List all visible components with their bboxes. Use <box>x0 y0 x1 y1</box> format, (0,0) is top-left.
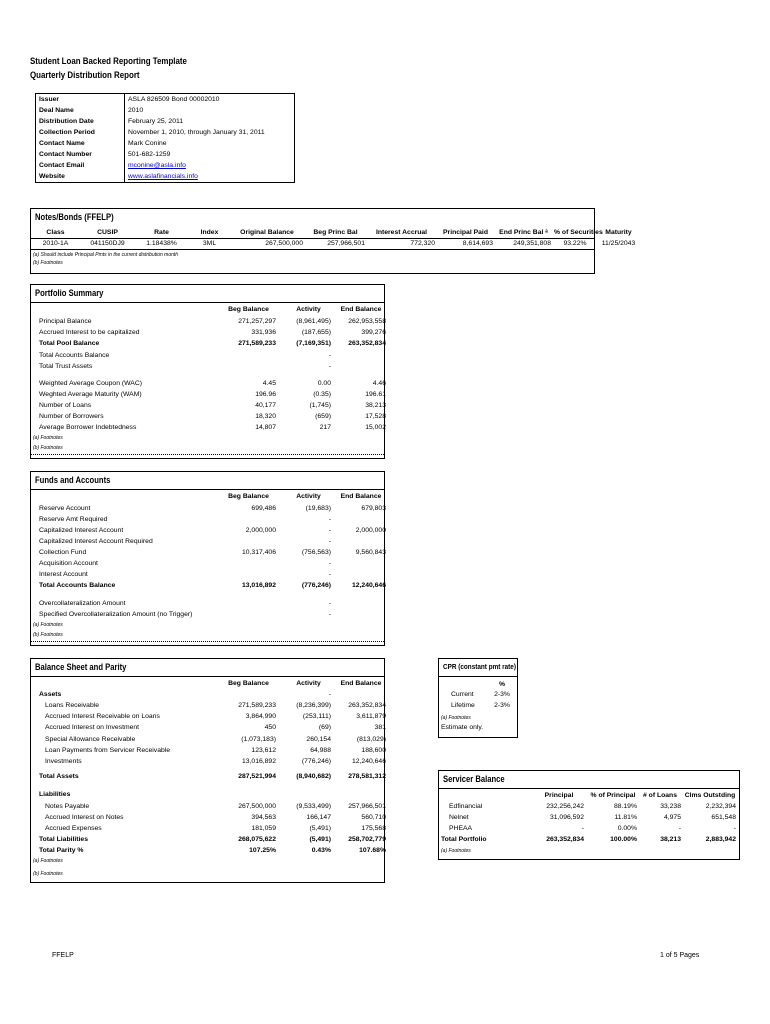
portfolio-cell: - <box>328 352 331 359</box>
funds-row-label: Capitalized Interest Account <box>39 527 124 534</box>
portfolio-cell: 399,276 <box>361 329 386 336</box>
funds-row-label: Interest Account <box>39 571 88 578</box>
portfolio-cell: 196.96 <box>255 391 276 398</box>
servicer-cell: 2,883,942 <box>705 836 736 843</box>
notes-cell: 041150DJ9 <box>90 240 125 247</box>
servicer-cell: 263,352,834 <box>546 836 584 843</box>
balance-sheet-section <box>30 658 385 883</box>
funds-row-label: Reserve Account <box>39 505 91 512</box>
info-value: February 25, 2011 <box>128 118 184 125</box>
notes-col-header: Rate <box>154 229 169 236</box>
balance-title: Balance Sheet and Parity <box>35 662 127 672</box>
liabilities-label: Liabilities <box>39 791 71 798</box>
servicer-footnote-a: (a) Footnotes <box>441 848 471 854</box>
balance-cell: 260,154 <box>306 736 331 743</box>
servicer-balance-section <box>438 770 740 860</box>
portfolio-cell: 17,528 <box>365 413 386 420</box>
assets-label: Assets <box>39 691 62 698</box>
notes-col-header: CUSIP <box>97 229 118 236</box>
footer-left: FFELP <box>52 952 74 959</box>
funds-col-header: End Balance <box>340 493 382 500</box>
funds-cell: 10,317,406 <box>241 549 276 556</box>
balance-cell: 271,589,233 <box>238 702 276 709</box>
info-value: 2010 <box>128 107 144 114</box>
funds-cell: 2,000,000 <box>355 527 386 534</box>
portfolio-title: Portfolio Summary <box>35 288 104 298</box>
funds-row-label: Capitalized Interest Account Required <box>39 538 153 545</box>
funds-cell <box>221 599 276 608</box>
balance-row-label: Special Allowance Receivable <box>45 736 136 743</box>
portfolio-row-label: Weghted Average Maturity (WAM) <box>39 391 142 398</box>
servicer-col-header: % of Principal <box>590 792 636 799</box>
notes-col-header: Original Balance <box>240 229 294 236</box>
portfolio-row-label: Total Trust Assets <box>39 363 93 370</box>
portfolio-row-label: Total Pool Balance <box>39 340 100 347</box>
notes-cell: 249,351,808 <box>513 240 551 247</box>
balance-col-header: Activity <box>296 680 321 687</box>
notes-col-header: Interest Accrual <box>375 229 428 236</box>
portfolio-cell: 14,807 <box>255 424 276 431</box>
cpr-value: 2-3% <box>494 702 510 709</box>
servicer-col-header: # of Loans <box>643 792 677 799</box>
servicer-cell: 11.81% <box>614 814 637 821</box>
portfolio-cell <box>221 362 276 371</box>
notes-header-row <box>31 228 632 237</box>
servicer-cell: 2,232,394 <box>705 803 736 810</box>
cpr-footnote-a: (a) Footnotes <box>441 715 471 721</box>
funds-cell: - <box>328 571 331 578</box>
funds-cell <box>336 537 386 546</box>
portfolio-cell: 0.00 <box>317 380 331 387</box>
funds-cell: 12,240,646 <box>351 582 386 589</box>
funds-col-header: Beg Balance <box>228 493 269 500</box>
liability-cell: 267,500,000 <box>238 803 276 810</box>
cpr-row-label: Lifetime <box>451 702 475 709</box>
servicer-cell: 4,975 <box>663 814 681 821</box>
funds-cell <box>336 610 386 619</box>
funds-col-header: Activity <box>296 493 321 500</box>
servicer-row-label: Total Portfolio <box>441 836 487 843</box>
portfolio-row-label: Accrued Interest to be capitalized <box>39 329 140 336</box>
info-value: Mark Conine <box>128 140 167 147</box>
notes-col-header: % of Securities <box>554 229 603 236</box>
portfolio-cell: 262,953,558 <box>348 318 386 325</box>
servicer-cell: 33,238 <box>660 803 681 810</box>
portfolio-cell: 40,177 <box>255 402 276 409</box>
portfolio-cell: 4.45 <box>262 380 276 387</box>
liability-row-label: Accrued Expenses <box>45 825 102 832</box>
portfolio-row-label: Total Accounts Balance <box>39 352 110 359</box>
info-label: Contact Name <box>39 140 85 147</box>
balance-row-label: Accrued Interest on Investment <box>45 724 140 731</box>
liability-cell: 0.43% <box>311 847 331 854</box>
funds-cell <box>336 570 386 579</box>
portfolio-cell: - <box>328 363 331 370</box>
notes-bonds-section <box>30 208 636 274</box>
portfolio-cell: 38,213 <box>365 402 386 409</box>
info-label: Issuer <box>39 96 60 103</box>
liability-cell: 268,075,622 <box>238 836 276 843</box>
balance-cell: (776,246) <box>301 758 331 765</box>
info-label: Distribution Date <box>39 118 94 125</box>
balance-cell: (253,111) <box>302 713 331 720</box>
balance-row-label: Investments <box>45 758 82 765</box>
portfolio-footnote-b: (b) Footnotes <box>33 445 63 451</box>
assets-activity: - <box>328 691 331 698</box>
servicer-cell: 31,096,592 <box>549 814 584 821</box>
servicer-row-label: Nelnet <box>449 814 469 821</box>
info-label: Contact Email <box>39 162 85 169</box>
portfolio-row-label: Average Borrower Indebtedness <box>39 424 137 431</box>
liability-row-label: Total Liabilities <box>39 836 88 843</box>
servicer-col-header: Clms Outstding <box>684 792 736 799</box>
balance-col-header: Beg Balance <box>228 680 269 687</box>
liability-cell: (9,533,499) <box>296 803 331 810</box>
servicer-title: Servicer Balance <box>443 774 505 784</box>
portfolio-footnote-a: (a) Footnotes <box>33 435 63 441</box>
funds-cell: 9,560,843 <box>355 549 386 556</box>
cpr-row-label: Current <box>451 691 474 698</box>
portfolio-cell: 271,257,297 <box>238 318 276 325</box>
notes-cell: 772,320 <box>410 240 435 247</box>
funds-cell: 679,803 <box>361 505 386 512</box>
info-value: 501-682-1259 <box>128 151 171 158</box>
balance-row-label: Loan Payments from Servicer Receivable <box>45 747 171 754</box>
balance-row-label: Accrued Interest Receivable on Loans <box>45 713 160 720</box>
info-label: Contact Number <box>39 151 92 158</box>
servicer-cell: - <box>581 825 584 832</box>
notes-col-header: Principal Paid <box>443 229 488 236</box>
liability-cell: 560,710 <box>361 814 386 821</box>
balance-cell: 13,016,892 <box>241 758 276 765</box>
balance-cell: 381 <box>374 724 386 731</box>
notes-data-row <box>31 239 636 248</box>
portfolio-cell: (0.35) <box>313 391 331 398</box>
funds-cell: 699,486 <box>251 505 276 512</box>
funds-cell <box>221 559 276 568</box>
portfolio-cell: 271,589,233 <box>238 340 276 347</box>
balance-cell: 450 <box>264 724 276 731</box>
balance-cell: 263,352,834 <box>348 702 386 709</box>
info-label: Website <box>39 173 65 180</box>
portfolio-cell: 15,002 <box>365 424 386 431</box>
servicer-col-header: Principal <box>544 792 574 799</box>
cpr-value: 2-3% <box>494 691 510 698</box>
liability-row-label: Notes Payable <box>45 803 90 810</box>
funds-row-label: Total Accounts Balance <box>39 582 116 589</box>
portfolio-row-label: Weighted Average Coupon (WAC) <box>39 380 143 387</box>
info-link[interactable]: www.aslafinancials.info <box>128 173 198 180</box>
portfolio-cell: 196.61 <box>365 391 386 398</box>
balance-footnote-a: (a) Footnotes <box>33 858 63 864</box>
portfolio-cell: 331,936 <box>251 329 276 336</box>
portfolio-row-label: Number of Loans <box>39 402 92 409</box>
balance-cell: 64,988 <box>310 747 331 754</box>
liability-cell: (5,491) <box>309 836 331 843</box>
funds-accounts-section <box>30 471 385 646</box>
notes-col-header: Index <box>200 229 219 236</box>
balance-cell: (8,236,399) <box>296 702 331 709</box>
notes-cell: 93.22% <box>563 240 587 247</box>
funds-cell <box>221 610 276 619</box>
servicer-cell: 0.00% <box>617 825 637 832</box>
balance-cell: 188,600 <box>361 747 386 754</box>
funds-cell: (19,683) <box>305 505 331 512</box>
notes-cell: 11/25/2043 <box>601 240 636 247</box>
portfolio-cell: (8,961,495) <box>296 318 331 325</box>
notes-cell: 267,500,000 <box>265 240 303 247</box>
notes-col-header: Class <box>46 229 65 236</box>
servicer-cell: 651,548 <box>711 814 736 821</box>
liability-cell: 166,147 <box>306 814 331 821</box>
liability-cell: (5,491) <box>309 825 331 832</box>
liability-cell: 258,702,779 <box>348 836 386 843</box>
servicer-cell: 88.19% <box>613 803 637 810</box>
portfolio-row-label: Principal Balance <box>39 318 92 325</box>
liability-cell: 107.68% <box>359 847 386 854</box>
funds-row-label: Specified Overcollateralization Amount (no Trigger) <box>39 611 193 618</box>
balance-footnote-b: (b) Footnotes <box>33 871 63 877</box>
balance-col-header: End Balance <box>340 680 382 687</box>
portfolio-col-header: Activity <box>296 306 321 313</box>
portfolio-summary-section <box>30 284 385 459</box>
funds-row-label: Reserve Amt Required <box>39 516 108 523</box>
notes-col-header: Maturity <box>605 229 632 236</box>
portfolio-cell <box>336 362 386 371</box>
deal-info-box <box>35 93 295 183</box>
balance-cell: 3,864,990 <box>245 713 276 720</box>
funds-cell: - <box>328 538 331 545</box>
liability-cell: 181,059 <box>251 825 276 832</box>
balance-cell: (8,940,682) <box>296 773 331 780</box>
funds-cell: - <box>328 611 331 618</box>
report-title: Student Loan Backed Reporting Template <box>30 56 187 66</box>
funds-cell <box>336 515 386 524</box>
funds-cell: 2,000,000 <box>245 527 276 534</box>
servicer-cell: - <box>733 825 736 832</box>
cpr-estimate-note: Estimate only. <box>441 724 484 731</box>
liability-cell: 107.25% <box>249 847 276 854</box>
portfolio-cell: 18,320 <box>255 413 276 420</box>
info-link[interactable]: mconine@asla.info <box>128 162 186 169</box>
funds-row-label: Overcollateralization Amount <box>39 600 126 607</box>
funds-cell: - <box>328 516 331 523</box>
portfolio-cell <box>221 351 276 360</box>
funds-cell <box>221 515 276 524</box>
liability-cell: 394,563 <box>251 814 276 821</box>
portfolio-cell <box>336 351 386 360</box>
balance-cell: 278,581,312 <box>348 773 386 780</box>
funds-cell: - <box>328 527 331 534</box>
funds-cell: - <box>328 560 331 567</box>
info-label: Collection Period <box>39 129 95 136</box>
notes-cell: 2010-1A <box>42 240 69 247</box>
portfolio-cell: 217 <box>319 424 331 431</box>
portfolio-cell: (7,169,351) <box>296 340 331 347</box>
report-subtitle: Quarterly Distribution Report <box>30 70 140 80</box>
info-label: Deal Name <box>39 107 74 114</box>
notes-footnote-a: (a) Should include Principal Pmts in the current distribution month <box>33 252 179 258</box>
balance-cell: (813,029) <box>356 736 386 743</box>
notes-footnote-b: (b) Footnotes <box>33 260 63 266</box>
notes-cell: 8,614,693 <box>462 240 493 247</box>
funds-footnote-a: (a) Footnotes <box>33 622 63 628</box>
cpr-title: CPR (constant pmt rate) <box>443 662 516 671</box>
portfolio-cell: 263,352,834 <box>348 340 386 347</box>
balance-cell: (69) <box>318 724 331 731</box>
notes-col-header: Beg Princ Bal <box>313 229 358 236</box>
balance-cell: 287,521,994 <box>238 773 276 780</box>
servicer-cell: 100.00% <box>610 836 637 843</box>
balance-cell: 3,611,879 <box>356 713 386 720</box>
funds-cell <box>336 559 386 568</box>
servicer-cell: 232,256,242 <box>546 803 584 810</box>
liability-cell: 175,568 <box>361 825 386 832</box>
servicer-cell: - <box>678 825 681 832</box>
balance-cell: 12,240,646 <box>351 758 386 765</box>
balance-cell: (1,073,183) <box>241 736 276 743</box>
servicer-row-label: Edfinancial <box>449 803 483 810</box>
balance-row-label: Total Assets <box>39 773 79 780</box>
funds-footnote-b: (b) Footnotes <box>33 632 63 638</box>
notes-cell: 1.18438% <box>146 240 177 247</box>
notes-title: Notes/Bonds (FFELP) <box>35 212 114 222</box>
funds-title: Funds and Accounts <box>35 475 111 485</box>
portfolio-col-header: Beg Balance <box>228 306 269 313</box>
portfolio-col-header: End Balance <box>340 306 382 313</box>
cpr-section <box>438 658 518 738</box>
balance-cell: 123,612 <box>251 747 276 754</box>
info-value: November 1, 2010, through January 31, 2011 <box>128 129 265 136</box>
notes-cell: 3ML <box>202 240 217 247</box>
funds-cell <box>221 537 276 546</box>
servicer-cell: 38,213 <box>660 836 681 843</box>
portfolio-cell: (1,745) <box>309 402 331 409</box>
funds-row-label: Acquisition Account <box>39 560 98 567</box>
funds-row-label: Collection Fund <box>39 549 87 556</box>
notes-col-header: End Princ Bal ᵃ <box>499 229 548 236</box>
portfolio-row-label: Number of Borrowers <box>39 413 104 420</box>
footer-page-number: 1 of 5 Pages <box>660 952 700 959</box>
funds-cell: (776,246) <box>301 582 331 589</box>
liability-row-label: Total Parity % <box>39 847 84 854</box>
funds-cell: - <box>328 600 331 607</box>
balance-row-label: Loans Receivable <box>45 702 100 709</box>
portfolio-cell: 4.46 <box>372 380 386 387</box>
portfolio-cell: (187,655) <box>301 329 331 336</box>
funds-cell: 13,016,892 <box>241 582 276 589</box>
servicer-row-label: PHEAA <box>449 825 473 832</box>
funds-cell <box>336 599 386 608</box>
info-value: ASLA 826509 Bond 00002010 <box>128 96 220 103</box>
cpr-pct-header: % <box>498 681 506 688</box>
portfolio-cell: (659) <box>315 413 331 420</box>
funds-cell <box>221 570 276 579</box>
notes-cell: 257,966,501 <box>327 240 365 247</box>
liability-row-label: Accrued Interest on Notes <box>45 814 124 821</box>
liability-cell: 257,966,501 <box>348 803 386 810</box>
funds-cell: (756,563) <box>301 549 331 556</box>
